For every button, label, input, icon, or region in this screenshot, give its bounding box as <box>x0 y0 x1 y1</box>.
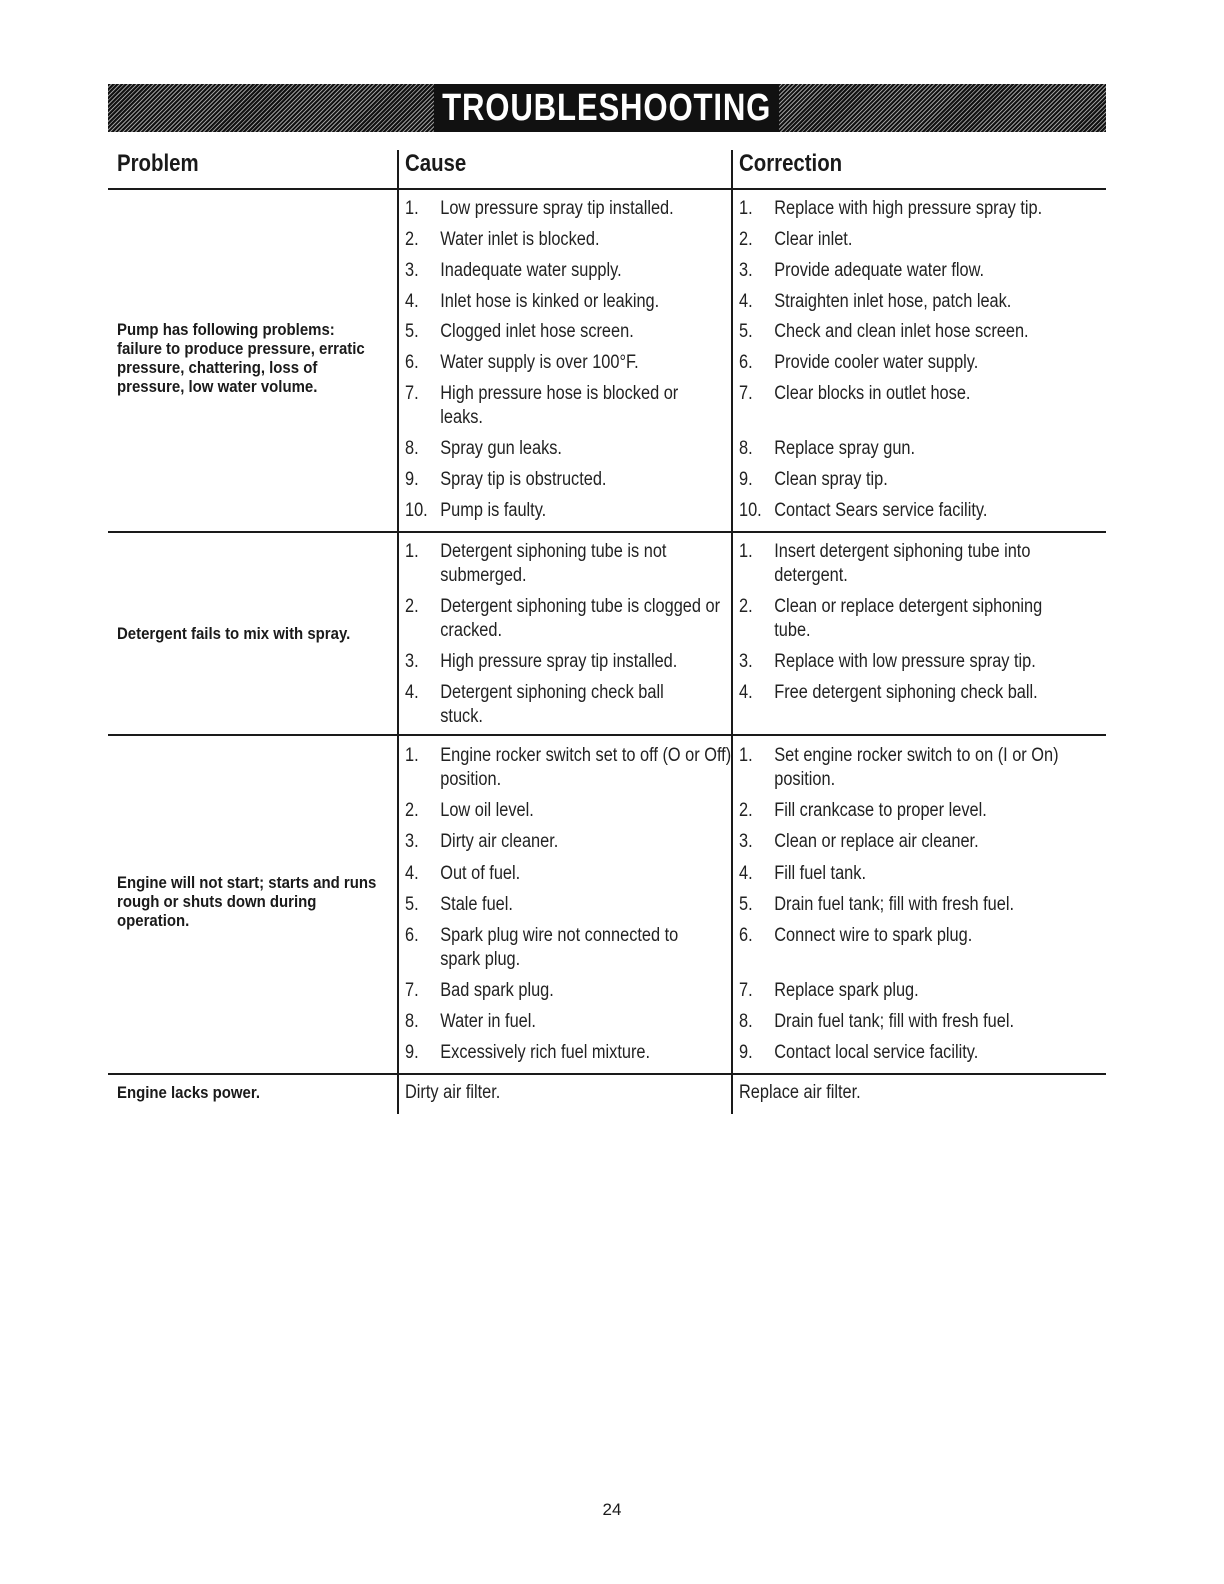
correction-item: 9. Contact local service facility. <box>739 1042 979 1063</box>
correction-item: 4. Free detergent siphoning check ball. <box>739 682 1038 703</box>
correction-item: 9. Clean spray tip. <box>739 469 888 490</box>
column-divider <box>397 150 399 1114</box>
header-problem: Problem <box>117 150 199 177</box>
correction-item: 5. Drain fuel tank; fill with fresh fuel. <box>739 894 1015 915</box>
correction-item: 1. Replace with high pressure spray tip. <box>739 198 1043 219</box>
cause-item: 7. Bad spark plug. <box>405 980 554 1001</box>
cause-item: 1. Detergent siphoning tube is not submerged. <box>405 541 667 586</box>
correction-item: 6. Provide cooler water supply. <box>739 352 979 373</box>
cause-item: 6. Water supply is over 100°F. <box>405 352 639 373</box>
correction-item: 7. Replace spark plug. <box>739 980 919 1001</box>
cause-item: 1. Engine rocker switch set to off (O or Off) position. <box>405 745 732 790</box>
cause-item: 9. Excessively rich fuel mixture. <box>405 1042 651 1063</box>
cause-item: 3. Dirty air cleaner. <box>405 831 559 852</box>
cause-item: 7. High pressure hose is blocked or leaks. <box>405 383 679 428</box>
cause-item: 4. Inlet hose is kinked or leaking. <box>405 291 660 312</box>
correction-item: 8. Drain fuel tank; fill with fresh fuel. <box>739 1011 1015 1032</box>
correction-item: 2. Fill crankcase to proper level. <box>739 800 987 821</box>
correction-item: Replace air filter. <box>739 1082 861 1103</box>
cause-item: 2. Low oil level. <box>405 800 534 821</box>
problem-text: Engine will not start; starts and runs rough or shuts down during operation. <box>117 873 377 930</box>
correction-item: 4. Fill fuel tank. <box>739 863 866 884</box>
cause-item: 4. Out of fuel. <box>405 863 521 884</box>
correction-item: 8. Replace spray gun. <box>739 438 916 459</box>
correction-item: 3. Clean or replace air cleaner. <box>739 831 979 852</box>
cause-item: 8. Water in fuel. <box>405 1011 536 1032</box>
correction-item: 3. Provide adequate water flow. <box>739 260 985 281</box>
problem-text: Pump has following problems: failure to produce pressure, erratic pressure, chattering, loss of pressure, low water volume. <box>117 320 365 396</box>
cause-item: 5. Stale fuel. <box>405 894 513 915</box>
correction-item: 1. Insert detergent siphoning tube into detergent. <box>739 541 1031 586</box>
cause-item: 5. Clogged inlet hose screen. <box>405 321 634 342</box>
cause-item: 10. Pump is faulty. <box>405 500 547 521</box>
row-divider <box>108 531 1106 533</box>
correction-item: 4. Straighten inlet hose, patch leak. <box>739 291 1012 312</box>
problem-text: Detergent fails to mix with spray. <box>117 624 351 643</box>
correction-item: 5. Check and clean inlet hose screen. <box>739 321 1029 342</box>
correction-item: 3. Replace with low pressure spray tip. <box>739 651 1036 672</box>
cause-item: 6. Spark plug wire not connected to spark plug. <box>405 925 679 970</box>
cause-item: Dirty air filter. <box>405 1082 501 1103</box>
cause-item: 9. Spray tip is obstructed. <box>405 469 607 490</box>
cause-item: 2. Detergent siphoning tube is clogged or cracked. <box>405 596 721 641</box>
page-title: TROUBLESHOOTING <box>434 84 779 132</box>
row-divider <box>108 1073 1106 1075</box>
title-banner <box>108 84 1106 132</box>
header-cause: Cause <box>405 150 467 177</box>
cause-item: 1. Low pressure spray tip installed. <box>405 198 674 219</box>
cause-item: 3. High pressure spray tip installed. <box>405 651 678 672</box>
column-divider <box>731 150 733 1114</box>
header-rule <box>108 188 1106 190</box>
header-correction: Correction <box>739 150 843 177</box>
correction-item: 2. Clean or replace detergent siphoning tube. <box>739 596 1043 641</box>
page-number: 24 <box>602 1500 622 1519</box>
cause-item: 2. Water inlet is blocked. <box>405 229 600 250</box>
correction-item: 6. Connect wire to spark plug. <box>739 925 973 946</box>
correction-item: 10. Contact Sears service facility. <box>739 500 988 521</box>
cause-item: 8. Spray gun leaks. <box>405 438 562 459</box>
correction-item: 1. Set engine rocker switch to on (I or On) position. <box>739 745 1059 790</box>
problem-text: Engine lacks power. <box>117 1083 261 1102</box>
cause-item: 3. Inadequate water supply. <box>405 260 622 281</box>
row-divider <box>108 734 1106 736</box>
cause-item: 4. Detergent siphoning check ball stuck. <box>405 682 664 727</box>
correction-item: 7. Clear blocks in outlet hose. <box>739 383 971 404</box>
correction-item: 2. Clear inlet. <box>739 229 853 250</box>
